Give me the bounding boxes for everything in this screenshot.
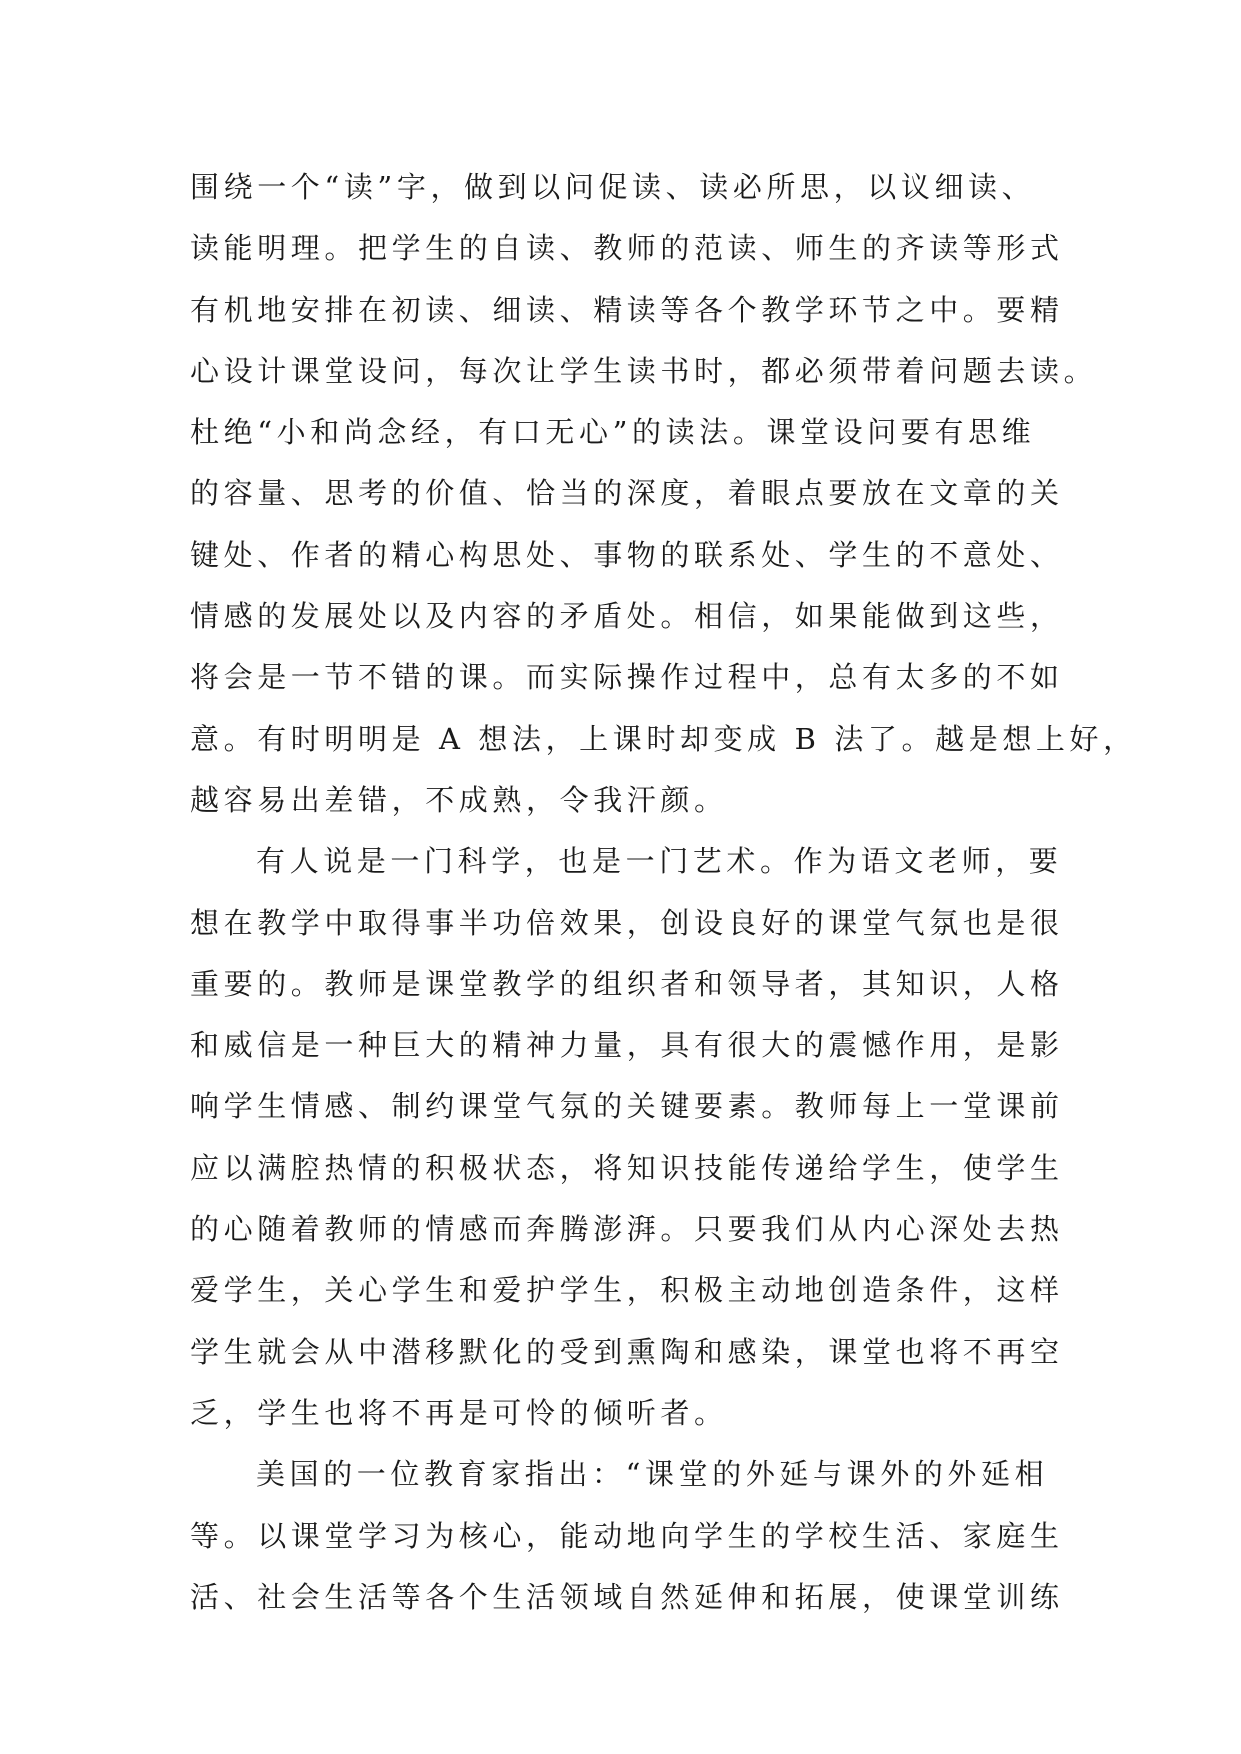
body-text — [190, 157, 1137, 1628]
text-line: 将会是一节不错的课。而实际操作过程中，总有太多的不如 — [190, 660, 1064, 695]
text-line: 心设计课堂设问，每次让学生读书时，都必须带着问题去读。 — [190, 353, 1098, 388]
text-line: 围绕一个“读”字，做到以问促读、读必所思，以议细读、 — [190, 170, 1036, 204]
text-line: 的容量、思考的价值、恰当的深度，着眼点要放在文章的关 — [190, 476, 1064, 511]
text-line: 重要的。教师是课堂教学的组织者和领导者，其知识，人格 — [190, 966, 1064, 1001]
text-line: 意。有时明明是 A 想法，上课时却变成 B 法了。越是想上好， — [190, 721, 1137, 756]
text-line: 杜绝“小和尚念经，有口无心”的读法。课堂设问要有思维 — [190, 415, 1036, 450]
text-line: 情感的发展处以及内容的矛盾处。相信，如果能做到这些， — [190, 599, 1064, 634]
text-line: 爱学生，关心学生和爱护学生，积极主动地创造条件，这样 — [190, 1273, 1064, 1308]
text-line: 越容易出差错，不成熟，令我汗颜。 — [190, 782, 728, 817]
text-line: 和威信是一种巨大的精神力量，具有很大的震憾作用，是影 — [190, 1028, 1064, 1063]
text-line: 美国的一位教育家指出：“课堂的外延与课外的外延相 — [256, 1457, 1049, 1492]
text-line: 有人说是一门科学，也是一门艺术。作为语文老师，要 — [256, 844, 1063, 879]
text-line: 活、社会生活等各个生活领域自然延伸和拓展，使课堂训练 — [190, 1579, 1064, 1614]
text-line: 学生就会从中潜移默化的受到熏陶和感染，课堂也将不再空 — [190, 1334, 1064, 1369]
text-line: 读能明理。把学生的自读、教师的范读、师生的齐读等形式 — [190, 231, 1064, 266]
text-line: 想在教学中取得事半功倍效果，创设良好的课堂气氛也是很 — [190, 905, 1064, 940]
text-line: 乏，学生也将不再是可怜的倾听者。 — [190, 1395, 728, 1430]
text-line: 的心随着教师的情感而奔腾澎湃。只要我们从内心深处去热 — [190, 1212, 1064, 1247]
text-line: 键处、作者的精心构思处、事物的联系处、学生的不意处、 — [190, 537, 1064, 572]
text-line: 响学生情感、制约课堂气氛的关键要素。教师每上一堂课前 — [190, 1089, 1064, 1124]
text-line: 应以满腔热情的积极状态，将知识技能传递给学生，使学生 — [190, 1150, 1064, 1185]
text-line: 有机地安排在初读、细读、精读等各个教学环节之中。要精 — [190, 292, 1064, 327]
text-line: 等。以课堂学习为核心，能动地向学生的学校生活、家庭生 — [190, 1518, 1064, 1553]
